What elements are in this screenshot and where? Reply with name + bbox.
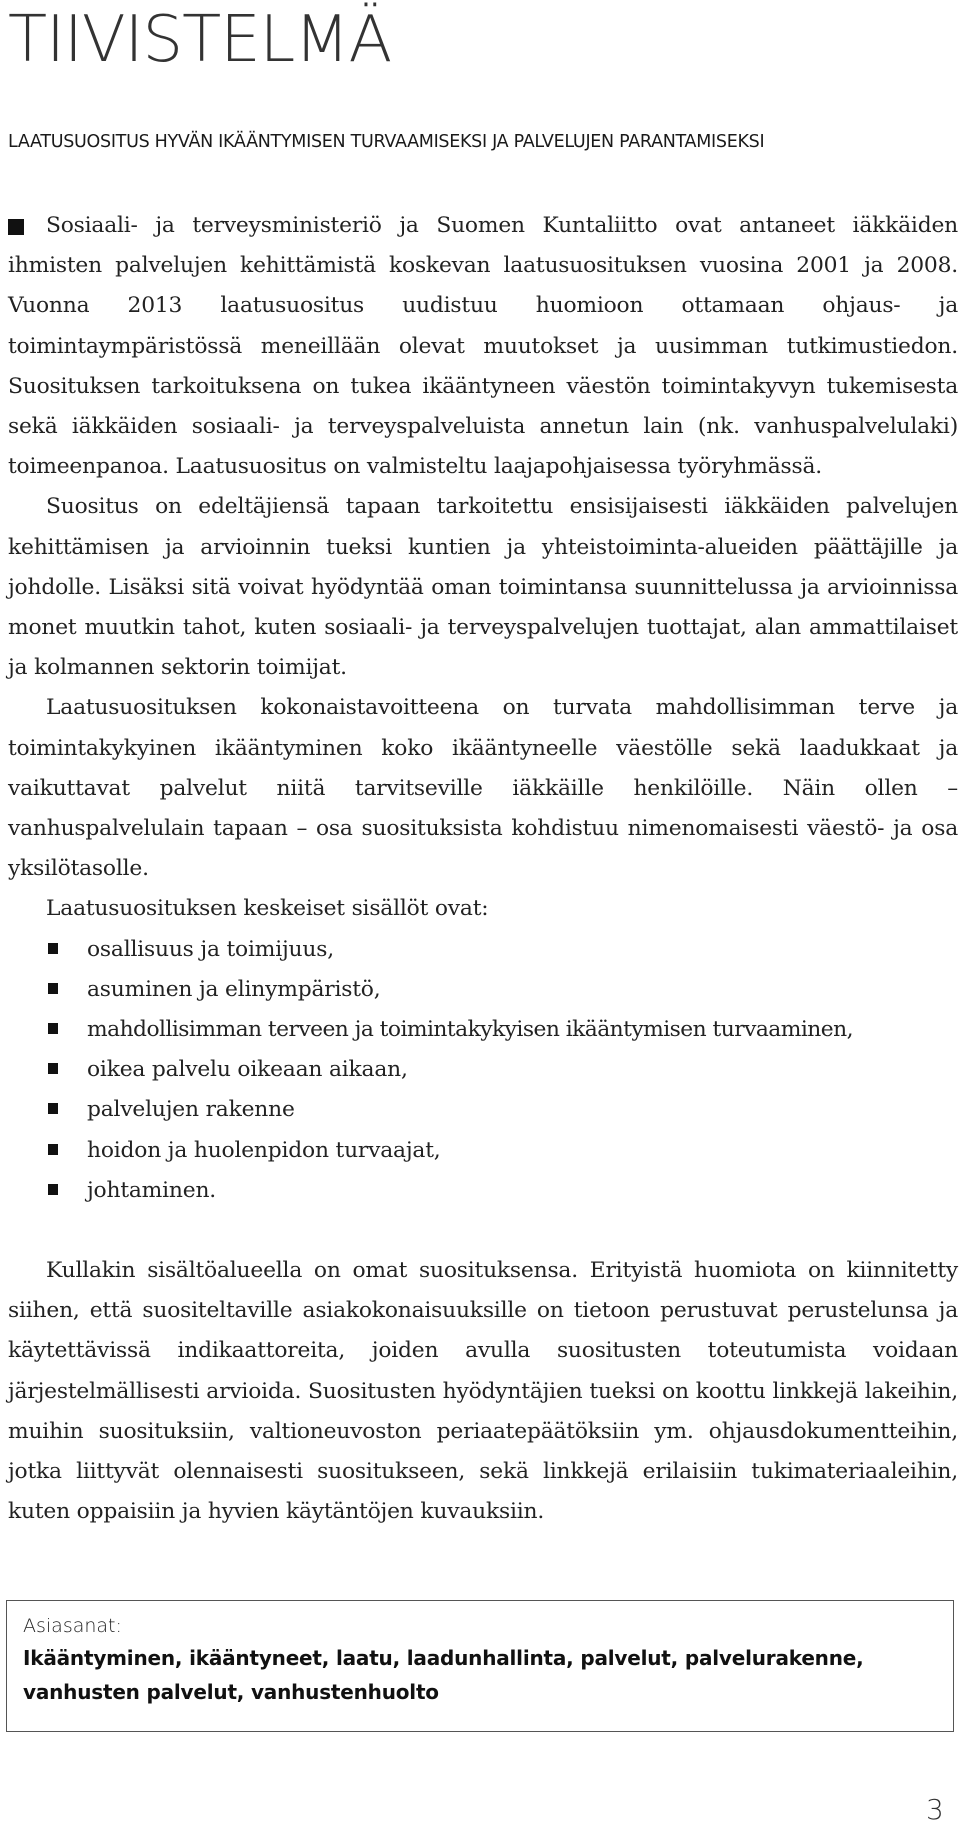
list-item: oikea palvelu oikeaan aikaan, bbox=[8, 1050, 958, 1090]
list-item: hoidon ja huolenpidon turvaajat, bbox=[8, 1131, 958, 1171]
paragraph-intro bbox=[8, 206, 958, 487]
square-bullet-icon bbox=[48, 1184, 58, 1195]
keywords-label: Asiasanat: bbox=[23, 1615, 122, 1637]
paragraph-overall-goal: Laatusuosituksen kokonaistavoitteena on turvata mahdollisimman terve ja toimintakykyinen ikääntyminen koko ikääntyneelle väestölle sekä laadukkaat ja vaikuttavat palvelut niitä tarvitseville iäkkäille henkilöille. Näin ollen – vanhuspalvelulain tapaan – osa suosituksista kohdistuu nimenomaisesti väestö- ja osa yksilötasolle. bbox=[8, 695, 958, 882]
list-item: palvelujen rakenne bbox=[8, 1090, 958, 1130]
square-bullet-icon bbox=[48, 1063, 58, 1074]
keywords-line-2: vanhusten palvelut, vanhustenhuolto bbox=[23, 1680, 439, 1704]
page-number: 3 bbox=[926, 1793, 944, 1826]
content-list bbox=[8, 930, 958, 1211]
list-item: mahdollisimman terveen ja toimintakykyisen ikääntymisen turvaaminen, bbox=[8, 1010, 958, 1050]
square-bullet-icon bbox=[48, 1103, 58, 1114]
paragraph-closing: Kullakin sisältöalueella on omat suosituksensa. Erityistä huomiota on kiinnitetty siihen, että suositeltaville asiakokonaisuuksille on tietoon perustuvat perustelunsa ja käytettävissä indikaattoreita, joiden avulla suositusten toteutumista voidaan järjestelmällisesti arvioida. Suositusten hyödyntäjien tueksi on koottu linkkejä lakeihin, muihin suosituksiin, valtioneuvoston periaatepäätöksiin ym. ohjausdokumentteihin, jotka liittyvät olennaisesti suositukseen, sekä linkkejä erilaisiin tukimateriaaleihin, kuten oppaisiin ja hyvien käytäntöjen kuvauksiin. bbox=[8, 1257, 958, 1525]
list-item: johtaminen. bbox=[8, 1171, 958, 1211]
body-text bbox=[8, 206, 958, 1532]
list-item: asuminen ja elinympäristö, bbox=[8, 970, 958, 1010]
paragraph-target-audience: Suositus on edeltäjiensä tapaan tarkoitettu ensisijaisesti iäkkäiden palvelujen kehittämisen ja arvioinnin tueksi kuntien ja yhteistoiminta-alueiden päättäjille ja johdolle. Lisäksi sitä voivat hyödyntää oman toimintansa suunnittelussa ja arvioinnissa monet muutkin tahot, kuten sosiaali- ja terveyspalvelujen tuottajat, alan ammattilaiset ja kolmannen sektorin toimijat. bbox=[8, 494, 958, 681]
keywords-line-1: Ikääntyminen, ikääntyneet, laatu, laadunhallinta, palvelut, palvelurakenne, bbox=[23, 1646, 864, 1670]
square-bullet-icon bbox=[8, 219, 24, 235]
square-bullet-icon bbox=[48, 943, 58, 954]
square-bullet-icon bbox=[48, 1023, 58, 1034]
paragraph-list-intro: Laatusuosituksen keskeiset sisällöt ovat: bbox=[46, 896, 489, 922]
square-bullet-icon bbox=[48, 1144, 58, 1155]
list-item: osallisuus ja toimijuus, bbox=[8, 930, 958, 970]
paragraph-intro-text: Sosiaali- ja terveysministeriö ja Suomen Kuntaliitto ovat antaneet iäkkäiden ihmisten palvelujen kehittämistä koskevan laatusuosituksen vuosina 2001 ja 2008. Vuonna 2013 laatusuositus uudistuu huomioon ottamaan ohjaus- ja toimintaympäristössä meneillään olevat muutokset ja uusimman tutkimustiedon. Suosituksen tarkoituksena on tukea ikääntyneen väestön toimintakyvyn tukemisesta sekä iäkkäiden sosiaali- ja terveyspalveluista annetun lain (nk. vanhuspalvelulaki) toimeenpanoa. Laatusuositus on valmisteltu laajapohjaisessa työryhmässä. bbox=[8, 213, 958, 480]
keywords-box bbox=[6, 1600, 954, 1732]
square-bullet-icon bbox=[48, 983, 58, 994]
document-subtitle: LAATUSUOSITUS HYVÄN IKÄÄNTYMISEN TURVAAMISEKSI JA PALVELUJEN PARANTAMISEKSI bbox=[8, 132, 765, 152]
spacer bbox=[8, 1211, 958, 1251]
page-title: TIIVISTELMÄ bbox=[8, 3, 392, 77]
